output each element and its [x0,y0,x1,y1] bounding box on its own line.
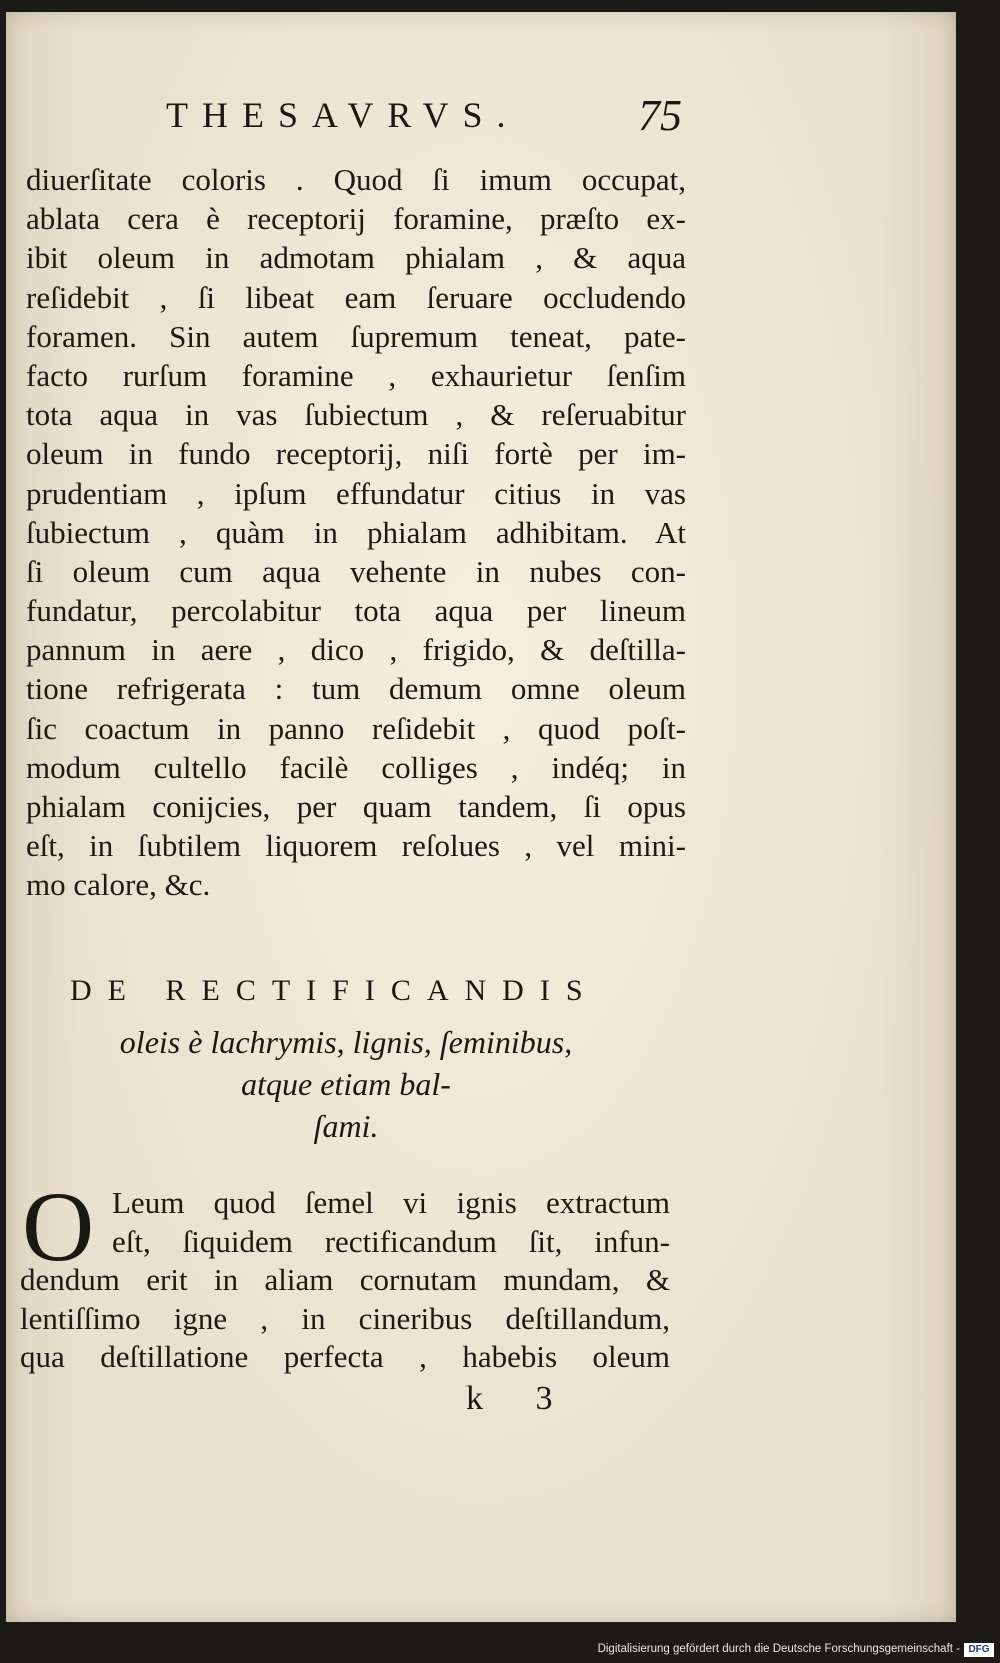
text-line: lentiſſimo igne , in cineribus deſtillandum, [20,1300,670,1336]
text-line: eſt, in ſubtilem liquorem reſolues , vel mini- [26,828,686,864]
text-line: dendum erit in aliam cornutam mundam, & [20,1262,670,1297]
digitization-credit: Digitalisierung gefördert durch die Deutsche Forschungsgemeinschaft - [597,1643,960,1655]
text-line: ibit oleum in admotam phialam , & aqua [26,240,686,276]
section-subheading-line: ſami. [313,1108,379,1144]
text-line: ſubiectum , quàm in phialam adhibitam. At [26,514,686,550]
text-line: ſi oleum cum aqua vehente in nubes con- [26,553,686,589]
text-line: modum cultello facilè colliges , indéq; in [26,749,686,785]
text-line: qua deſtillatione perfecta , habebis oleum [20,1339,670,1374]
text-line: eſt, ſiquidem rectificandum ſit, infun- [112,1223,670,1259]
running-head: THESAVRVS. [166,95,520,135]
page-number: 75 [638,91,682,140]
text-line: prudentiam , ipſum effundatur citius in vas [26,475,686,511]
section-heading: DE RECTIFICANDIS [70,974,599,1007]
book-page [6,12,956,1622]
dfg-logo: DFG [964,1643,994,1657]
text-line: diuerſitate coloris . Quod ſi imum occupat, [26,162,686,197]
text-line: pannum in aere , dico , frigido, & deſtilla- [26,632,686,668]
text-line: ablata cera è receptorij foramine, præſto ex- [26,201,686,237]
text-line: tione refrigerata : tum demum omne oleum [26,671,686,707]
text-line: Leum quod ſemel vi ignis extractum [112,1185,670,1220]
paragraph-1 [26,160,686,905]
text-line: facto rurſum foramine , exhaurietur ſenſim [26,357,686,393]
signature-mark: k 3 [466,1380,575,1417]
text-line: tota aqua in vas ſubiectum , & reſeruabitur [26,397,686,433]
text-line: mo calore, &c. [26,867,211,903]
section-subheading-line: atque etiam bal- [241,1066,451,1102]
text-line: ſic coactum in panno reſidebit , quod poſt- [26,710,686,746]
drop-cap: O [22,1171,95,1282]
text-line: reſidebit , ſi libeat eam ſeruare occludendo [26,279,686,315]
text-line: fundatur, percolabitur tota aqua per lineum [26,593,686,629]
text-line: oleum in fundo receptorij, niſi fortè per im- [26,436,686,472]
paragraph-2 [20,1171,670,1377]
text-line: foramen. Sin autem ſupremum teneat, pate- [26,318,686,354]
text-line: phialam conijcies, per quam tandem, ſi opus [26,789,686,824]
section-subheading-line: oleis è lachrymis, lignis, ſeminibus, [119,1024,573,1060]
